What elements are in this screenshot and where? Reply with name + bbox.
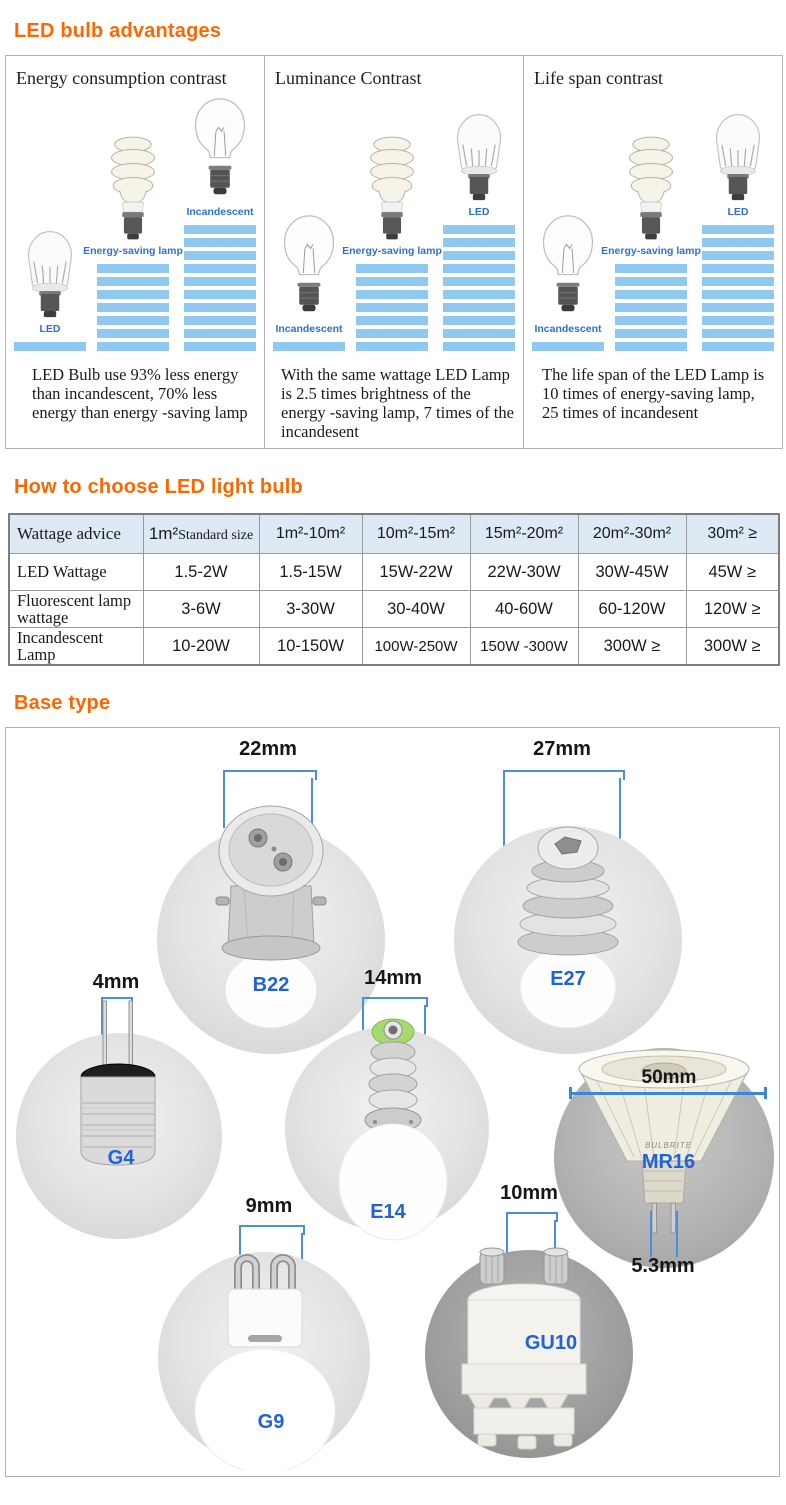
gu10-name-label: GU10 xyxy=(524,1332,578,1354)
g4-name-label: G4 xyxy=(107,1147,135,1169)
chart-label: LED xyxy=(727,206,749,218)
g9-name-label: G9 xyxy=(257,1411,285,1433)
b22-measure-bracket xyxy=(223,770,317,780)
chart-column-energy-saving xyxy=(342,131,442,351)
section-title-base-type: Base type xyxy=(14,692,111,714)
cfl-bulb-icon xyxy=(618,131,684,243)
comparison-chart xyxy=(6,89,264,351)
bar-stack xyxy=(443,221,515,351)
panel-life-span xyxy=(524,56,782,448)
bar-stack xyxy=(273,338,345,351)
table-cell: 120W ≥ xyxy=(686,591,779,628)
table-header-cell xyxy=(143,514,259,554)
led-bulb-icon xyxy=(448,100,510,204)
table-cell: 3-30W xyxy=(259,591,362,628)
cfl-bulb-icon xyxy=(359,131,425,243)
table-cell: 1.5-2W xyxy=(143,554,259,591)
section-title-choose: How to choose LED light bulb xyxy=(14,476,303,498)
g9-dimension-label: 9mm xyxy=(245,1195,293,1217)
chart-label: LED xyxy=(39,323,61,335)
table-cell: 15W-22W xyxy=(362,554,470,591)
chart-column-incandescent xyxy=(273,211,345,351)
table-row-led xyxy=(9,554,779,591)
e14-dimension-label: 14mm xyxy=(364,967,422,989)
g9-base-icon xyxy=(184,1235,344,1470)
chart-column-incandescent xyxy=(184,94,256,351)
gu10-base-icon xyxy=(444,1242,614,1477)
chart-column-led xyxy=(14,217,86,351)
chart-label: Energy-saving lamp xyxy=(83,245,183,257)
base-type-box xyxy=(5,727,780,1477)
mr16-pin-label: 5.3mm xyxy=(631,1255,695,1277)
measure-line xyxy=(650,1211,652,1257)
row-label: Incandescent Lamp xyxy=(9,628,143,666)
mr16-brand-text: BULBRITE xyxy=(644,1141,693,1150)
table-cell: 10-20W xyxy=(143,628,259,666)
chart-column-led xyxy=(702,100,774,351)
advantages-strip xyxy=(5,55,783,449)
chart-column-energy-saving xyxy=(601,131,701,351)
panel-title: Energy consumption contrast xyxy=(16,68,227,88)
panel-caption: The life span of the LED Lamp is 10 times of energy-saving lamp, 25 times of incandesent xyxy=(542,365,765,423)
chart-column-incandescent xyxy=(532,211,604,351)
table-cell: 60-120W xyxy=(578,591,686,628)
mr16-width-label: 50mm xyxy=(641,1067,697,1088)
table-header-row xyxy=(9,514,779,554)
chart-column-led xyxy=(443,100,515,351)
e27-name-label: E27 xyxy=(550,968,586,990)
table-header-cell: 10m²-15m² xyxy=(362,514,470,554)
table-header-cell: 30m² ≥ xyxy=(686,514,779,554)
header-main: 1m² xyxy=(148,524,179,543)
gu10-measure-bracket xyxy=(506,1212,558,1222)
measure-line xyxy=(676,1211,678,1257)
table-cell: 300W ≥ xyxy=(686,628,779,666)
table-row-fluorescent xyxy=(9,591,779,628)
bar-stack xyxy=(356,260,428,351)
cfl-bulb-icon xyxy=(100,131,166,243)
section-title-advantages: LED bulb advantages xyxy=(14,20,222,42)
panel-title: Luminance Contrast xyxy=(275,68,422,88)
b22-name-label: B22 xyxy=(252,974,290,996)
incandescent-bulb-icon xyxy=(187,94,253,204)
comparison-chart xyxy=(265,89,523,351)
table-cell: 100W-250W xyxy=(362,628,470,666)
incandescent-bulb-icon xyxy=(535,211,601,321)
chart-label: LED xyxy=(468,206,490,218)
table-header-cell: 20m²-30m² xyxy=(578,514,686,554)
panel-energy-consumption xyxy=(6,56,265,448)
g4-dimension-label: 4mm xyxy=(92,971,140,993)
g9-measure-bracket xyxy=(239,1225,305,1235)
chart-label: Incandescent xyxy=(186,206,254,218)
table-cell: 22W-30W xyxy=(470,554,578,591)
table-row-incandescent xyxy=(9,628,779,666)
chart-label: Energy-saving lamp xyxy=(601,245,701,257)
measure-line xyxy=(569,1092,767,1095)
e14-name-label: E14 xyxy=(370,1201,406,1223)
comparison-chart xyxy=(524,89,782,351)
e14-measure-bracket xyxy=(362,997,428,1007)
panel-luminance xyxy=(265,56,524,448)
bar-stack xyxy=(184,221,256,351)
led-bulb-icon xyxy=(19,217,81,321)
bar-stack xyxy=(702,221,774,351)
table-cell: 1.5-15W xyxy=(259,554,362,591)
e27-dimension-label: 27mm xyxy=(533,738,591,760)
table-cell: 30W-45W xyxy=(578,554,686,591)
panel-caption: With the same wattage LED Lamp is 2.5 times brightness of the energy -saving lamp, 7 times of the incandesent xyxy=(281,365,514,442)
table-header-cell: Wattage advice xyxy=(9,514,143,554)
gu10-dimension-label: 10mm xyxy=(500,1182,558,1204)
measure-tick xyxy=(569,1087,572,1099)
base-g9-group xyxy=(156,1183,386,1476)
table-cell: 10-150W xyxy=(259,628,362,666)
table-header-cell: 15m²-20m² xyxy=(470,514,578,554)
bar-stack xyxy=(97,260,169,351)
wattage-advice-table xyxy=(8,513,780,666)
table-cell: 300W ≥ xyxy=(578,628,686,666)
e27-measure-bracket xyxy=(503,770,625,780)
chart-label: Incandescent xyxy=(534,323,602,335)
bar-stack xyxy=(14,338,86,351)
row-label: LED Wattage xyxy=(9,554,143,591)
table-cell: 45W ≥ xyxy=(686,554,779,591)
panel-caption: LED Bulb use 93% less energy than incandescent, 70% less energy than energy -saving lamp xyxy=(32,365,248,423)
table-cell: 150W -300W xyxy=(470,628,578,666)
table-cell: 30-40W xyxy=(362,591,470,628)
table-cell: 3-6W xyxy=(143,591,259,628)
chart-column-energy-saving xyxy=(83,131,183,351)
row-label: Fluorescent lamp wattage xyxy=(9,591,143,628)
chart-label: Incandescent xyxy=(275,323,343,335)
incandescent-bulb-icon xyxy=(276,211,342,321)
led-bulb-icon xyxy=(707,100,769,204)
table-header-cell: 1m²-10m² xyxy=(259,514,362,554)
panel-title: Life span contrast xyxy=(534,68,663,88)
bar-stack xyxy=(532,338,604,351)
bar-stack xyxy=(615,260,687,351)
mr16-name-label: MR16 xyxy=(641,1151,696,1173)
chart-label: Energy-saving lamp xyxy=(342,245,442,257)
base-gu10-group xyxy=(421,1168,641,1476)
table-cell: 40-60W xyxy=(470,591,578,628)
b22-dimension-label: 22mm xyxy=(239,738,297,760)
measure-tick xyxy=(764,1087,767,1099)
header-sub: Standard size xyxy=(178,528,254,543)
